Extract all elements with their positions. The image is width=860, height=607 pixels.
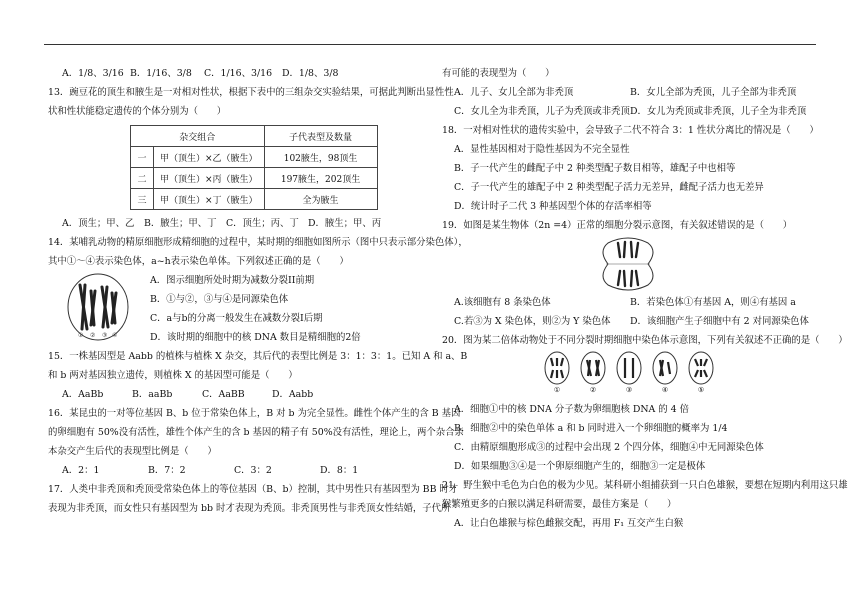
question-19-stem: 19．如图是某生物体（2n =4）正常的细胞分裂示意图，有关叙述错误的是（ ） <box>442 220 793 231</box>
option: A．顶生；甲、乙 <box>62 218 135 229</box>
table-row <box>131 147 378 168</box>
option: C．女儿全为非秃顶，儿子为秃顶或非秃顶 <box>454 106 630 117</box>
table-cell: 102腋生，98顶生 <box>264 147 377 168</box>
option: B．女儿全部为秃顶，儿子全部为非秃顶 <box>630 87 797 98</box>
left-column <box>48 64 468 518</box>
option: D．如果细胞③④是一个卵原细胞产生的，细胞③一定是极体 <box>454 461 706 472</box>
header-rule <box>44 44 816 45</box>
cross-table <box>130 125 378 210</box>
question-21-stem: 21．野生猴中毛色为白色的极为少见。某科研小组捕获到一只白色雄猴，要想在短期内利用这只雄 <box>442 480 848 491</box>
option: A．图示细胞所处时期为减数分裂II前期 <box>150 275 315 286</box>
table-header-cell: 杂交组合 <box>131 126 265 147</box>
table-cell: 甲（顶生）×丙（腋生） <box>154 168 265 189</box>
option: C．顶生；丙、丁 <box>226 218 299 229</box>
question-17-continued: 有可能的表现型为（ ） <box>442 68 555 79</box>
cell-icon <box>579 350 607 386</box>
option: C．由精原细胞形成③的过程中会出现 2 个四分体，细胞④中无同源染色体 <box>454 442 764 453</box>
option: D．Aabb <box>272 389 314 400</box>
cell-icon <box>615 350 643 386</box>
option: B．若染色体①有基因 A，则④有基因 a <box>630 297 796 308</box>
svg-text:②: ② <box>90 332 96 339</box>
question-16-stem: 16．某昆虫的一对等位基因 B、b 位于常染色体上，B 对 b 为完全显性。雌性个体产生的含 B 基因 <box>48 408 461 419</box>
cell-figure-2 <box>578 350 608 400</box>
question-13-stem: 状和性状能稳定遗传的个体分别为（ ） <box>48 106 227 117</box>
q16-options <box>60 461 432 480</box>
cell-label: ② <box>589 386 597 394</box>
cell-icon <box>651 350 679 386</box>
question-20-stem: 20．图为某二倍体动物处于不同分裂时期细胞中染色体示意图，下列有关叙述不正确的是（ ） <box>442 335 848 346</box>
option: A.该细胞有 8 条染色体 <box>454 297 551 308</box>
q20-figure-row <box>442 350 814 400</box>
question-16-stem: 本杂交产生后代的表现型比例是（ ） <box>48 446 217 457</box>
option: B．细胞②中的染色单体 a 和 b 同时进入一个卵细胞的概率为 1/4 <box>454 423 728 434</box>
cell-figure-3 <box>614 350 644 400</box>
table-row <box>131 168 378 189</box>
cell-icon <box>543 350 571 386</box>
q15-options <box>60 385 432 404</box>
q14-figure-row <box>60 271 432 347</box>
table-cell: 三 <box>131 189 154 210</box>
svg-text:①: ① <box>78 332 84 339</box>
question-17-stem: 17．人类中非秃顶和秃顶受常染色体上的等位基因（B、b）控制，其中男性只有基因型为 BB 时才 <box>48 484 459 495</box>
table-header-row <box>131 126 378 147</box>
option: D．该细胞产生子细胞中有 2 对同源染色体 <box>630 316 809 327</box>
question-15-stem: 15．一株基因型是 Aabb 的植株与植株 X 杂交，其后代的表型比例是 3：1：3：1。已知 A 和 a、B <box>48 351 468 362</box>
option: C．AaBB <box>202 389 245 400</box>
question-14-stem: 14．某哺乳动物的精原细胞形成精细胞的过程中，某时期的细胞如图所示（图中只表示部分染色体）， <box>48 237 468 248</box>
option: C．3：2 <box>234 465 272 476</box>
cell-chromosome-figure <box>60 271 140 343</box>
cell-label: ⑤ <box>697 386 705 394</box>
table-header-cell: 子代表型及数量 <box>264 126 377 147</box>
option: D．8：1 <box>320 465 359 476</box>
question-21-stem: 猴繁殖更多的白猴以满足科研需要，最佳方案是（ ） <box>442 499 677 510</box>
table-cell: 一 <box>131 147 154 168</box>
option: B．子一代产生的雌配子中 2 种类型配子数目相等，雄配子中也相等 <box>454 163 736 174</box>
cell-figure-4 <box>650 350 680 400</box>
option: B．腋生；甲、丁 <box>144 218 217 229</box>
question-18-stem: 18．一对相对性状的遗传实验中，会导致子二代不符合 3：1 性状分离比的情况是（ ） <box>442 125 819 136</box>
q19-figure-wrap <box>442 235 814 293</box>
option: B．1/16、3/8 <box>130 68 192 79</box>
option: B．①与②，③与④是同源染色体 <box>150 294 289 305</box>
question-17-stem: 表现为非秃顶，而女性只有基因型为 bb 时才表现为秃顶。非秃顶男性与非秃顶女性结婚，子代所 <box>48 503 451 514</box>
question-16-stem: 的卵细胞有 50%没有活性，雄性个体产生的含 b 基因的精子有 50%没有活性，理论上，两个杂合亲 <box>48 427 464 438</box>
option: D．1/8、3/8 <box>282 68 339 79</box>
svg-text:④: ④ <box>112 332 118 339</box>
table-cell: 二 <box>131 168 154 189</box>
option: D．女儿为秃顶或非秃顶，儿子全为非秃顶 <box>630 106 807 117</box>
cell-figure-1 <box>542 350 572 400</box>
cell-icon <box>687 350 715 386</box>
question-15-stem: 和 b 两对基因独立遗传，则植株 X 的基因型可能是（ ） <box>48 370 298 381</box>
option: A．显性基因相对于隐性基因为不完全显性 <box>454 144 630 155</box>
right-column <box>442 64 848 533</box>
option: C．1/16、3/16 <box>204 68 273 79</box>
cell-figure-5 <box>686 350 716 400</box>
table-cell: 甲（顶生）×丁（腋生） <box>154 189 265 210</box>
option: C．子一代产生的雄配子中 2 种类型配子活力无差异，雌配子活力也无差异 <box>454 182 764 193</box>
question-13-stem: 13．豌豆花的顶生和腋生是一对相对性状，根据下表中的三组杂交实验结果，可据此判断出显性性 <box>48 87 454 98</box>
table-cell: 197腋生，202顶生 <box>264 168 377 189</box>
option: A．细胞①中的核 DNA 分子数为卵细胞核 DNA 的 4 倍 <box>454 404 689 415</box>
table-cell: 甲（顶生）×乙（腋生） <box>154 147 265 168</box>
option: A．1/8、3/16 <box>62 68 124 79</box>
q14-options <box>140 271 361 347</box>
option: B．aaBb <box>132 389 173 400</box>
option: A．让白色雄猴与棕色雌猴交配，再用 F₁ 互交产生白猴 <box>454 518 684 529</box>
q17-options <box>442 83 814 102</box>
q19-options <box>442 293 814 312</box>
option: D．统计时子二代 3 种基因型个体的存活率相等 <box>454 201 652 212</box>
option: A．AaBb <box>62 389 104 400</box>
dividing-cell-figure <box>598 235 658 293</box>
option: D．该时期的细胞中的核 DNA 数目是精细胞的2倍 <box>150 332 361 343</box>
table-row <box>131 189 378 210</box>
svg-text:③: ③ <box>102 332 108 339</box>
q13-options <box>60 214 432 233</box>
q12-options <box>60 64 432 83</box>
q17-options <box>442 102 814 121</box>
cell-label: ④ <box>661 386 669 394</box>
option: D．腋生；甲、丙 <box>308 218 382 229</box>
q19-options <box>442 312 814 331</box>
option: C．a与b的分离一般发生在减数分裂Ⅰ后期 <box>150 313 323 324</box>
option: A．儿子、女儿全部为非秃顶 <box>454 87 574 98</box>
option: A．2：1 <box>62 465 100 476</box>
cell-label: ① <box>553 386 561 394</box>
cell-label: ③ <box>625 386 633 394</box>
option: B．7：2 <box>148 465 186 476</box>
question-14-stem: 其中①～④表示染色体，a~h表示染色单体。下列叙述正确的是（ ） <box>48 256 349 267</box>
option: C.若③为 X 染色体，则②为 Y 染色体 <box>454 316 611 327</box>
table-cell: 全为腋生 <box>264 189 377 210</box>
